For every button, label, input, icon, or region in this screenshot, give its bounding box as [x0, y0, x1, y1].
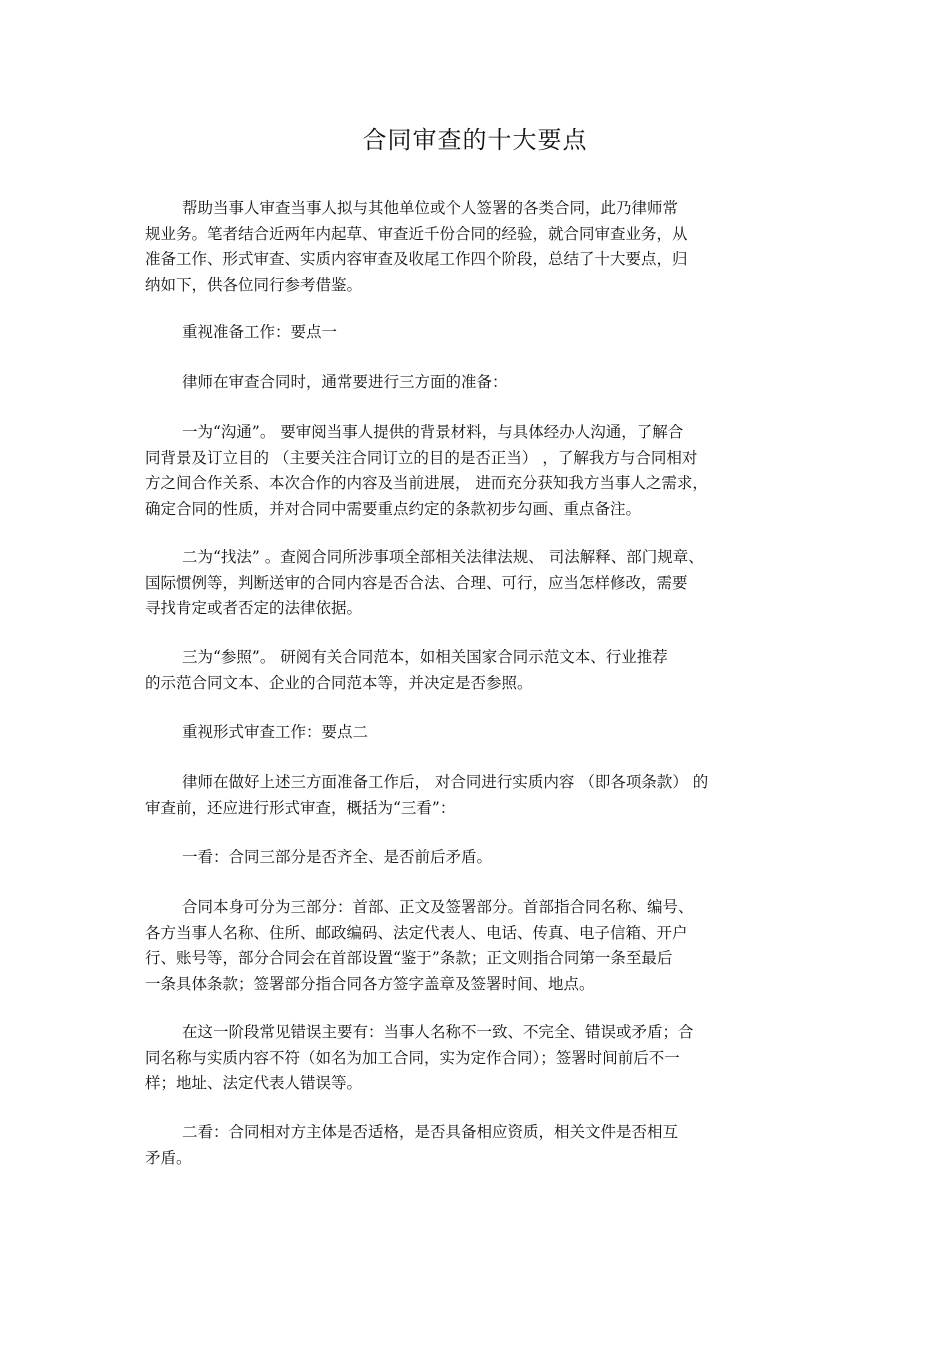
- paragraph-line: 寻找肯定或者否定的法律依据。: [145, 599, 363, 617]
- paragraph-line: 二看：合同相对方主体是否适格，是否具备相应资质，相关文件是否相互: [182, 1123, 679, 1141]
- paragraph: [145, 545, 825, 622]
- paragraph-line: 规业务。笔者结合近两年内起草、审查近千份合同的经验，就合同审查业务，从: [145, 224, 688, 243]
- paragraph-line: 三为“参照”。 研阅有关合同范本，如相关国家合同示范文本、行业推荐: [182, 648, 668, 666]
- document-title: 合同审查的十大要点: [362, 126, 588, 154]
- paragraph-line: 重视形式审查工作：要点二: [182, 723, 369, 741]
- paragraph: [145, 1120, 825, 1171]
- paragraph-line: 律师在做好上述三方面准备工作后， 对合同进行实质内容 （即各项条款） 的: [182, 773, 709, 791]
- paragraph: [145, 420, 825, 522]
- paragraph: [145, 1020, 825, 1097]
- paragraph-line: 的示范合同文本、企业的合同范本等，并决定是否参照。: [145, 673, 533, 692]
- paragraph: [145, 770, 825, 821]
- paragraph-line: 同名称与实质内容不符（如名为加工合同，实为定作合同）；签署时间前后不一: [145, 1048, 680, 1067]
- paragraph: [145, 320, 825, 346]
- paragraph-line: 在这一阶段常见错误主要有：当事人名称不一致、不完全、错误或矛盾；合: [182, 1023, 694, 1041]
- paragraph: [145, 845, 825, 871]
- paragraph-line: 准备工作、形式审查、实质内容审查及收尾工作四个阶段，总结了十大要点，归: [145, 250, 688, 268]
- paragraph-line: 各方当事人名称、住所、邮政编码、法定代表人、电话、传真、电子信箱、开户: [145, 923, 688, 942]
- paragraph-line: 样；地址、法定代表人错误等。: [145, 1074, 363, 1092]
- paragraph-line: 确定合同的性质，并对合同中需要重点约定的条款初步勾画、重点备注。: [145, 499, 642, 518]
- paragraph-line: 律师在审查合同时，通常要进行三方面的准备：: [182, 373, 508, 391]
- paragraph: [145, 895, 825, 997]
- paragraph-line: 合同本身可分为三部分：首部、正文及签署部分。首部指合同名称、编号、: [182, 898, 694, 916]
- paragraph-line: 一为“沟通”。 要审阅当事人提供的背景材料，与具体经办人沟通，了解合: [182, 423, 684, 441]
- paragraph-line: 一看：合同三部分是否齐全、是否前后矛盾。: [182, 848, 493, 866]
- paragraph-line: 行、账号等，部分合同会在首部设置“鉴于”条款；正文则指合同第一条至最后: [145, 949, 673, 967]
- paragraph: [145, 196, 825, 298]
- paragraph-line: 国际惯例等，判断送审的合同内容是否合法、合理、可行，应当怎样修改，需要: [145, 573, 688, 592]
- paragraph-line: 审查前，还应进行形式审查，概括为“三看”：: [145, 798, 456, 817]
- paragraph-line: 一条具体条款；签署部分指合同各方签字盖章及签署时间、地点。: [145, 974, 595, 993]
- paragraph-line: 帮助当事人审查当事人拟与其他单位或个人签署的各类合同，此乃律师常: [182, 199, 679, 217]
- paragraph-line: 重视准备工作：要点一: [182, 323, 338, 341]
- paragraph-line: 二为“找法” 。查阅合同所涉事项全部相关法律法规、 司法解释、部门规章、: [182, 548, 704, 566]
- paragraph: [145, 645, 825, 696]
- paragraph: [145, 370, 825, 396]
- paragraph-line: 方之间合作关系、本次合作的内容及当前进展， 进而充分获知我方当事人之需求，: [145, 474, 708, 492]
- paragraph-line: 纳如下，供各位同行参考借鉴。: [145, 275, 363, 294]
- paragraph: [145, 720, 825, 746]
- paragraph-line: 矛盾。: [145, 1148, 192, 1167]
- paragraph-line: 同背景及订立目的 （主要关注合同订立的目的是否正当） ，了解我方与合同相对: [145, 448, 698, 467]
